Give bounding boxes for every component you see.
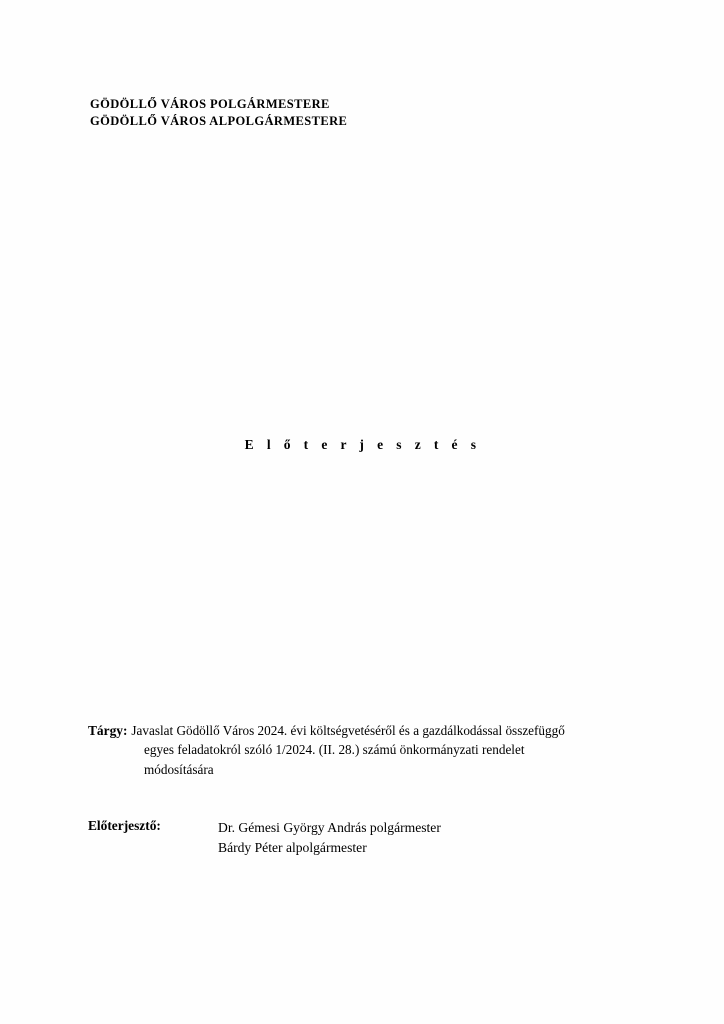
subject-first-line [88, 721, 633, 741]
presenter-name-2: Bárdy Péter alpolgármester [218, 840, 367, 856]
letterhead [90, 96, 347, 130]
letterhead-line-2: GÖDÖLLŐ VÁROS ALPOLGÁRMESTERE [90, 113, 348, 128]
presenter-label: Előterjesztő: [88, 818, 161, 833]
document-title: E l ő t e r j e s z t é s [244, 437, 480, 452]
letterhead-line-1: GÖDÖLLŐ VÁROS POLGÁRMESTERE [90, 97, 330, 111]
subject-label: Tárgy: [88, 723, 128, 738]
subject-text-line-1: Javaslat Gödöllő Város 2024. évi költségvetéséről és a gazdálkodással összefüggő [131, 723, 565, 738]
subject-text-line-2: egyes feladatokról szóló 1/2024. (II. 28.) számú önkormányzati rendelet [144, 742, 525, 758]
subject-text-line-3: módosítására [144, 762, 214, 778]
presenter-name-list [218, 818, 441, 859]
subject-section [88, 721, 633, 781]
presenter-name-1: Dr. Gémesi György András polgármester [218, 820, 441, 835]
